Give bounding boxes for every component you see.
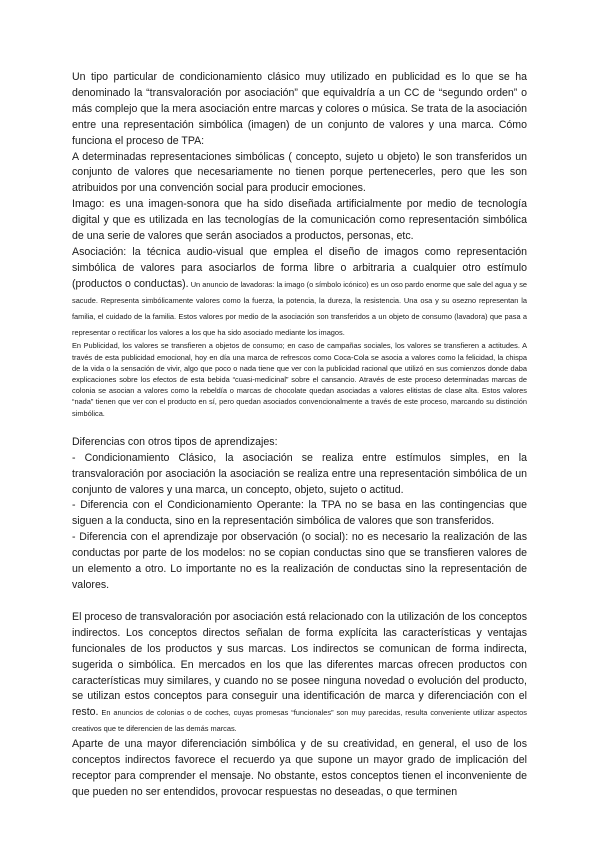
spacer [72, 594, 527, 610]
spacer [72, 419, 527, 435]
difference-classical: - Condicionamiento Clásico, la asociación se realiza entre estímulos simples, en la transvaloración por asociación la asociación se realiza entre una representación simbólica de un conjunto de valores y una marca, un concepto, objeto, sujeto o actitud. [72, 451, 527, 496]
paragraph-representations: A determinadas representaciones simbólicas ( concepto, sujeto u objeto) le son transferidos un conjunto de valores que necesariamente no tienen porque pertenecerles, pero que les son atribuidos por una convención social para producir emociones. [72, 150, 527, 195]
indirect-concepts-text: El proceso de transvaloración por asociación está relacionado con la utilización de los conceptos indirectos. Los conceptos directos señalan de forma explícita las características y ventajas funcionales de los productos y sus marcas. Los indirectos se comunican de forma indirecta, sugerida o simbólica. En mercados en los que las diferentes marcas ofrecen productos con características muy similares, y cuando no se posee ninguna novedad o evolución del producto, se utilizan estos conceptos para conseguir una identificación de marca y diferenciación con el resto. [72, 610, 527, 719]
differences-heading: Diferencias con otros tipos de aprendizajes: [72, 435, 278, 448]
paragraph-association [72, 245, 527, 340]
difference-observational: - Diferencia con el aprendizaje por observación (o social): no es necesario la realización de las conductas por parte de los modelos: no se copian conductas sino que se transfieren valores de un elemento a otro. Lo importante no es la realización de conductas sino la representación de valores. [72, 531, 527, 591]
paragraph-imago: Imago: es una imagen-sonora que ha sido diseñada artificialmente por medio de tecnología digital y que es utilizada en las tecnologías de la comunicación como representación simbólica de una serie de valores que serán asociados a productos, personas, etc. [72, 198, 527, 243]
association-example: Un anuncio de lavadoras: la imago (o símbolo icónico) es un oso pardo enorme que sale del agua y se sacude. Representa simbólicamente valores como la fuerza, la potencia, la dureza, la resistencia. Una osa y su osezno representan la familia, el cuidado de la familia. Estos valores por medio de la asociación son transferidos a un objeto de consumo (lavadora) que pasa a representar o rectificar los valores a los que ha sido asociado mediante los imagos. [72, 279, 527, 337]
paragraph-intro: Un tipo particular de condicionamiento clásico muy utilizado en publicidad es lo que se ha denominado la “transvaloración por asociación” que equivaldría a un CC de “segundo orden” o más complejo que la mera asociación entre marcas y colores o música. Se trata de la asociación entre una representación simbólica (imagen) de un conjunto de valores y una marca. Cómo funciona el proceso de TPA: [72, 71, 527, 147]
association-definition: Asociación: la técnica audio-visual que emplea el diseño de imagos como representación simbólica de valores para asociarlos de forma libre o arbitraria a cualquier otro estímulo (productos o conductas). [72, 245, 527, 290]
paragraph-indirect-concepts [72, 610, 527, 737]
paragraph-publicity: En Publicidad, los valores se transfieren a objetos de consumo; en caso de campañas sociales, los valores se transfieren a actitudes. A través de esta publicidad emocional, hoy en día una marca de refrescos como Coca-Cola se asocia a valores como la felicidad, la chispa de la vida o la sensación de vivir, algo que poco o nada tiene que ver con la publicidad racional que utilizó en sus comienzos donde daba explicaciones sobre los efectos de esta bebida “cuasi-medicinal” sobre el cansancio. Através de este proceso determinadas marcas de colonia se asocian a valores como la rebeldía o marcas de chocolate quedan asociadas a valores elitistas de clase alta. Estos valores “nada” tienen que ver con el producto en sí, pero quedan asociados convencionalmente a través de este proceso, marcando su distinción simbólica. [72, 341, 527, 418]
indirect-concepts-example: En anuncios de colonias o de coches, cuyas promesas “funcionales” son muy parecidas, resulta conveniente utilizar aspectos creativos que te diferencien de las demás marcas. [72, 708, 527, 734]
document-page [72, 70, 527, 801]
difference-operant: - Diferencia con el Condicionamiento Operante: la TPA no se basa en las contingencias que siguen a la conducta, sino en la representación simbólica de valores que son transferidos. [72, 499, 527, 528]
paragraph-differentiation: Aparte de una mayor diferenciación simbólica y de su creatividad, en general, el uso de los conceptos indirectos favorece el recuerdo ya que supone un mayor grado de implicación del receptor para comprender el mensaje. No obstante, estos conceptos tienen el inconveniente de que pueden no ser entendidos, provocar respuestas no deseadas, o que terminen [72, 738, 527, 798]
